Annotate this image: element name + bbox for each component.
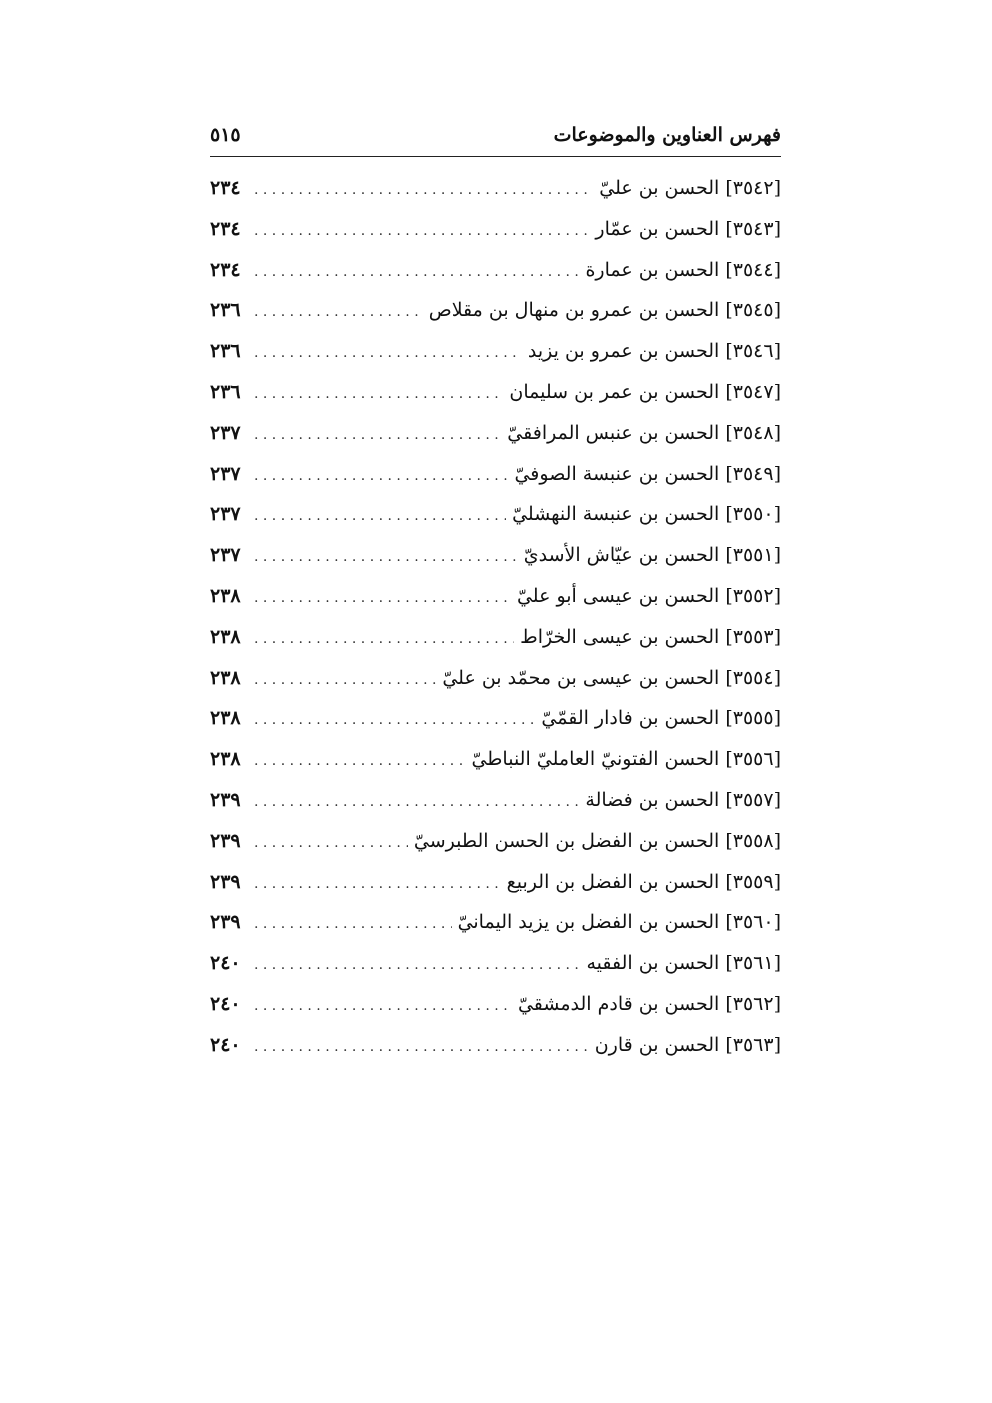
index-entries	[210, 168, 781, 1066]
dot-leader	[254, 864, 501, 905]
entry-page-number: ٢٣٨	[210, 666, 241, 689]
dot-leader	[254, 986, 512, 1027]
index-entry	[210, 658, 781, 699]
entry-page-number: ٢٣٤	[210, 258, 241, 281]
entry-title: [٣٥٤٥] الحسن بن عمرو بن منهال بن مقلاص	[428, 299, 781, 322]
index-entry	[210, 413, 781, 454]
index-entry	[210, 739, 781, 780]
dot-leader	[254, 333, 522, 374]
dot-leader	[254, 823, 408, 864]
entry-title: [٣٥٥٦] الحسن الفتونيّ العامليّ النباطيّ	[471, 748, 781, 771]
entry-title: [٣٥٥٢] الحسن بن عيسى أبو عليّ	[516, 584, 781, 607]
entry-title: [٣٥٤٩] الحسن بن عنبسة الصوفيّ	[514, 462, 781, 485]
index-entry	[210, 943, 781, 984]
dot-leader	[254, 292, 423, 333]
dot-leader	[254, 252, 579, 293]
running-title: فهرس العناوين والموضوعات	[553, 124, 781, 146]
index-entry	[210, 168, 781, 209]
index-entry	[210, 902, 781, 943]
entry-title: [٣٥٤٧] الحسن بن عمر بن سليمان	[509, 380, 781, 403]
entry-title: [٣٥٦١] الحسن بن الفقيه	[586, 952, 781, 975]
entry-title: [٣٥٤٣] الحسن بن عمّار	[595, 217, 781, 240]
dot-leader	[254, 945, 581, 986]
dot-leader	[254, 496, 506, 537]
entry-title: [٣٥٥٧] الحسن بن فضالة	[585, 788, 781, 811]
entry-title: [٣٥٥٤] الحسن بن عيسى بن محمّد بن عليّ	[442, 666, 781, 689]
dot-leader	[254, 700, 535, 741]
page-number: ٥١٥	[210, 124, 241, 146]
dot-leader	[254, 660, 436, 701]
index-entry	[210, 494, 781, 535]
dot-leader	[254, 170, 593, 211]
entry-page-number: ٢٣٤	[210, 177, 241, 199]
index-entry	[210, 290, 781, 331]
index-entry	[210, 698, 781, 739]
entry-page-number: ٢٤٠	[210, 952, 241, 975]
dot-leader	[254, 578, 511, 619]
entry-page-number: ٢٤٠	[210, 1033, 241, 1056]
entry-title: [٣٥٦٠] الحسن بن الفضل بن يزيد اليمانيّ	[457, 911, 781, 934]
entry-page-number: ٢٣٨	[210, 584, 241, 607]
dot-leader	[254, 904, 452, 945]
dot-leader	[254, 537, 518, 578]
dot-leader	[254, 211, 589, 252]
entry-page-number: ٢٣٩	[210, 788, 241, 811]
entry-page-number: ٢٣٧	[210, 544, 241, 567]
entry-page-number: ٢٣٨	[210, 748, 241, 771]
entry-title: [٣٥٥٩] الحسن بن الفضل بن الربيع	[506, 870, 781, 893]
entry-page-number: ٢٣٤	[210, 217, 241, 240]
entry-page-number: ٢٣٦	[210, 340, 241, 363]
dot-leader	[254, 619, 514, 660]
index-entry	[210, 821, 781, 862]
dot-leader	[254, 741, 465, 782]
entry-title: [٣٥٥٠] الحسن بن عنبسة النهشليّ	[512, 503, 781, 526]
index-entry	[210, 1025, 781, 1066]
index-entry	[210, 617, 781, 658]
dot-leader	[254, 374, 503, 415]
dot-leader	[254, 456, 508, 497]
entry-page-number: ٢٣٦	[210, 299, 241, 322]
index-entry	[210, 250, 781, 291]
entry-title: [٣٥٤٤] الحسن بن عمارة	[585, 258, 781, 281]
entry-title: [٣٥٥١] الحسن بن عيّاش الأسديّ	[523, 544, 781, 567]
entry-title: [٣٥٦٢] الحسن بن قادم الدمشقيّ	[517, 992, 781, 1015]
entry-title: [٣٥٤٨] الحسن بن عنبس المرافقيّ	[507, 421, 781, 444]
entry-page-number: ٢٣٩	[210, 911, 241, 934]
index-entry	[210, 862, 781, 903]
index-entry	[210, 535, 781, 576]
entry-page-number: ٢٣٨	[210, 625, 241, 648]
entry-page-number: ٢٣٧	[210, 462, 241, 485]
index-entry	[210, 780, 781, 821]
entry-title: [٣٥٥٥] الحسن بن فادار القمّيّ	[541, 707, 781, 730]
index-entry	[210, 984, 781, 1025]
entry-page-number: ٢٣٩	[210, 829, 241, 852]
index-entry	[210, 331, 781, 372]
entry-page-number: ٢٣٧	[210, 421, 241, 444]
entry-title: [٣٥٤٢] الحسن بن عليّ	[599, 177, 781, 199]
dot-leader	[254, 782, 579, 823]
entry-page-number: ٢٣٦	[210, 380, 241, 403]
entry-title: [٣٥٦٣] الحسن بن قارن	[594, 1033, 781, 1056]
dot-leader	[254, 1027, 589, 1068]
index-entry	[210, 576, 781, 617]
dot-leader	[254, 415, 501, 456]
page-header	[210, 116, 781, 157]
entry-title: [٣٥٤٦] الحسن بن عمرو بن يزيد	[527, 340, 781, 363]
index-entry	[210, 209, 781, 250]
entry-page-number: ٢٣٨	[210, 707, 241, 730]
index-entry	[210, 372, 781, 413]
entry-page-number: ٢٣٧	[210, 503, 241, 526]
entry-title: [٣٥٥٣] الحسن بن عيسى الخرّاط	[520, 625, 781, 648]
index-entry	[210, 454, 781, 495]
entry-page-number: ٢٤٠	[210, 992, 241, 1015]
entry-page-number: ٢٣٩	[210, 870, 241, 893]
entry-title: [٣٥٥٨] الحسن بن الفضل بن الحسن الطبرسيّ	[413, 829, 781, 852]
